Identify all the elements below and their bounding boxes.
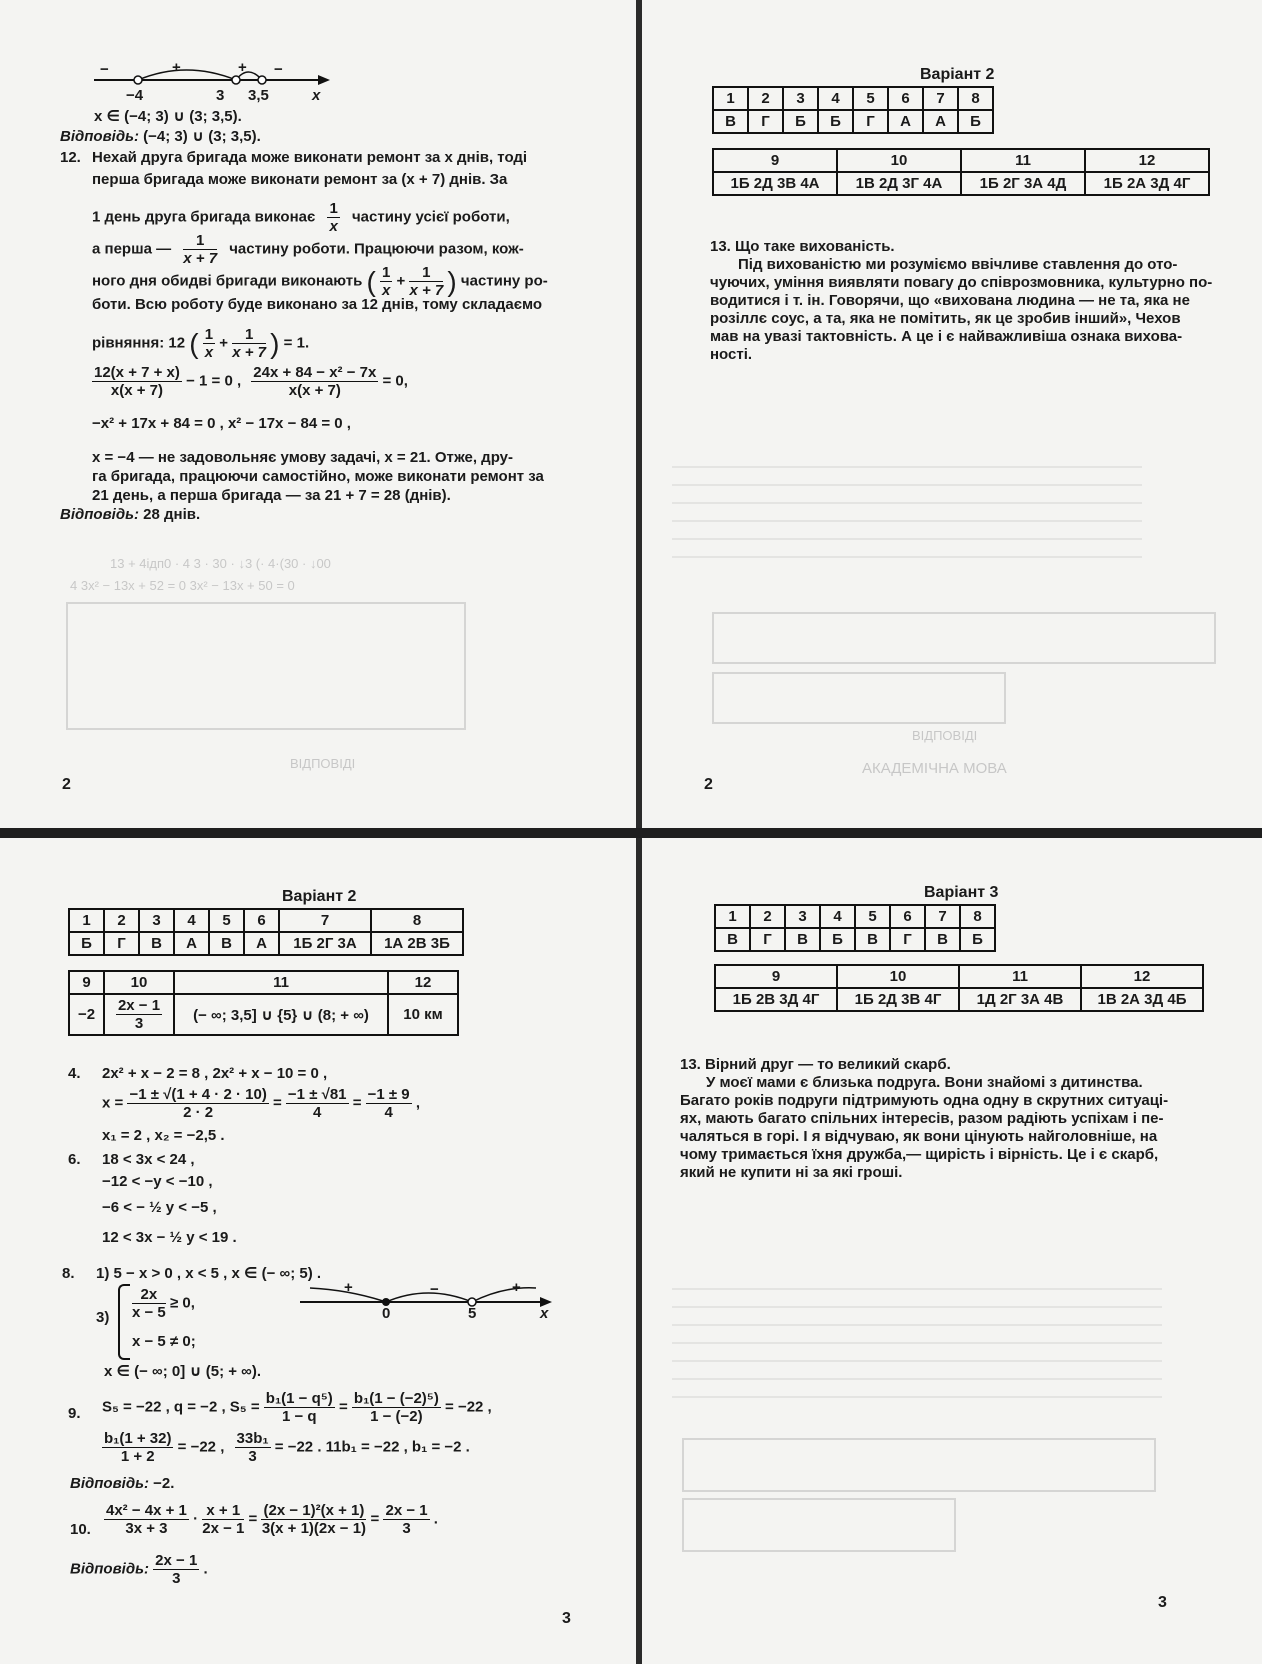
- answer-line-1: Відповідь: (−4; 3) ∪ (3; 3,5).: [60, 128, 261, 145]
- numline-axis-x: x: [312, 87, 321, 104]
- problem-12-result-3: 21 день, а перша бригада — за 21 + 7 = 28 (днів).: [92, 487, 451, 504]
- problem-6-line-3: −6 < − ½ y < −5 ,: [102, 1199, 217, 1216]
- table-row: 1Б 2Д 3В 4А 1В 2Д 3Г 4А 1Б 2Г 3А 4Д 1Б 2А 3Д 4Г: [713, 172, 1209, 195]
- essay-line-2: чуючих, уміння виявляти повагу до співрозмовника, культурно по-: [710, 274, 1213, 291]
- bleed-text-2: АКАДЕМІЧНА МОВА: [862, 760, 1007, 777]
- essay-line-1: У моєї мами є близька подруга. Вони знайомі з дитинства.: [706, 1074, 1143, 1091]
- table-row: В Г В Б В Г В Б: [715, 928, 995, 951]
- problem-10-number: 10.: [70, 1521, 91, 1538]
- numline-plus-1: +: [172, 59, 181, 76]
- question-13: 13. Вірний друг — то великий скарб.: [680, 1056, 951, 1073]
- numline-tick-3-5: 3,5: [248, 87, 269, 104]
- page-bottom-left: [0, 838, 636, 1664]
- table-row: 9 10 11 12: [713, 149, 1209, 172]
- page-number: 3: [562, 1610, 571, 1627]
- bleed-table-1: [682, 1438, 1156, 1492]
- numline-axis-x: x: [540, 1305, 549, 1322]
- problem-10-answer: Відповідь: $\frac{2x - 1}{3}$ .: [70, 1552, 208, 1587]
- variant-title: Варіант 3: [924, 884, 999, 901]
- solution-interval: x ∈ (−4; 3) ∪ (3; 3,5).: [94, 108, 242, 125]
- problem-12-line-4: а перша — $\frac{1}{x + 7}$ частину роботи. Працюючи разом, кож-: [92, 232, 524, 267]
- table-row: 9 10 11 12: [715, 965, 1203, 988]
- bleed-text-1: ВІДПОВІДІ: [912, 728, 978, 743]
- page-top-right: [642, 0, 1262, 828]
- essay-line-3: водитися і т. ін. Говорячи, що «вихована людина — не та, яка не: [710, 292, 1190, 309]
- problem-10-line-1: $\frac{\text{4x² − 4x + 1}}{3x + 3}$ · $\frac{x + 1}{2x - 1}$ = $\frac{\text{(2x − 1)²(x + 1)}}{3(x + 1)(2x - 1)}$ = $\frac{2x - 1}{3}$ .: [106, 1502, 438, 1537]
- problem-8-number: 8.: [62, 1265, 75, 1282]
- essay-line-4: розіллє соус, а та, яка не помітить, як це зробив інший», Чехов: [710, 310, 1181, 327]
- numline-plus-1: +: [344, 1279, 353, 1296]
- problem-6-line-2: −12 < −y < −10 ,: [102, 1173, 213, 1190]
- answer-table-1-8: [714, 904, 996, 952]
- numline-minus: −: [430, 1281, 439, 1298]
- system-line-2: x − 5 ≠ 0;: [132, 1333, 196, 1350]
- bleed-paragraph: [672, 466, 1142, 564]
- problem-12-line-6: боти. Всю роботу буде виконано за 12 днів, тому складаємо: [92, 296, 543, 313]
- essay-line-6: ності.: [710, 346, 753, 363]
- page-gutter-horizontal: [0, 828, 1262, 838]
- essay-line-6: який не купити ні за які гроші.: [680, 1164, 903, 1181]
- page-top-left: [0, 0, 636, 828]
- table-row: Б Г В А В А 1Б 2Г 3А 1А 2В 3Б: [69, 932, 463, 955]
- problem-6-line-1: 18 < 3x < 24 ,: [102, 1151, 195, 1168]
- bleed-table: [66, 602, 466, 730]
- problem-12-line-5: ного дня обидві бригади виконають ( $\frac{1}{x}$ + $\frac{1}{x + 7}$ ) частину ро-: [92, 264, 548, 299]
- numline-tick-3: 3: [216, 87, 225, 104]
- problem-4-roots-formula: x = $\frac{-1 \pm √(1 + 4 \cdot 2 \cdot 10)}{2 \cdot 2}$ = $\frac{-1 \pm √81}{4}$ = $\frac{-1 \pm 9}{4}$ ,: [102, 1086, 420, 1121]
- numline-tick-0: 0: [382, 1305, 391, 1322]
- problem-9-line-1: S₅ = −22 , q = −2 , S₅ = $\frac{\text{b₁(1 − q⁵)}}{1 - q}$ = $\frac{\text{b₁(1 − (−2)⁵)}}{1 - (-2)}$ = −22 ,: [102, 1390, 492, 1425]
- answer-table-1-8: [68, 908, 464, 956]
- question-13: 13. Що таке вихованість.: [710, 238, 895, 255]
- table-row: 1 2 3 4 5 6 7 8: [715, 905, 995, 928]
- problem-12-result-2: га бригада, працюючи самостійно, може виконати ремонт за: [92, 468, 544, 485]
- page-bottom-right: [642, 838, 1262, 1664]
- problem-12-line-3: 1 день друга бригада виконає $\frac{1}{x}$ частину усієї роботи,: [92, 200, 510, 235]
- numline-tick-minus4: −4: [126, 87, 144, 104]
- problem-6-line-4: 12 < 3x − ½ y < 19 .: [102, 1229, 237, 1246]
- answer-table-9-12: [68, 970, 459, 1036]
- problem-6-number: 6.: [68, 1151, 81, 1168]
- problem-4-line-1: 2x² + x − 2 = 8 , 2x² + x − 10 = 0 ,: [102, 1065, 328, 1082]
- table-row: 9 10 11 12: [69, 971, 458, 994]
- bleed-text-2: 4 3х² − 13х + 52 = 0 3х² − 13х + 50 = 0: [70, 578, 295, 593]
- answer-table-9-12: [712, 148, 1210, 196]
- answer-line-2: Відповідь: 28 днів.: [60, 506, 201, 523]
- problem-9-line-2: $\frac{\text{b₁(1 + 32)}}{1 + 2}$ = −22 , $\frac{\text{33b₁}}{3}$ = −22 . 11b₁ = −22 , b₁ = −2 .: [104, 1430, 470, 1465]
- numline-minus-1: −: [100, 61, 109, 78]
- problem-12-line-2: перша бригада може виконати ремонт за (x + 7) днів. За: [92, 171, 508, 188]
- bleed-table-2: [682, 1498, 956, 1552]
- problem-12-line-1: Нехай друга бригада може виконати ремонт за x днів, тоді: [92, 149, 528, 166]
- problem-4-roots: x₁ = 2 , x₂ = −2,5 .: [102, 1127, 225, 1144]
- problem-12-equation: рівняння: 12 ( $\frac{1}{x}$ + $\frac{1}{x + 7}$ ) = 1.: [92, 326, 310, 361]
- problem-12-transform: $\frac{12(x + 7 + x)}{x(x + 7)}$ − 1 = 0 , $\frac{\text{24x + 84 − x² − 7x}}{x(x + 7)}$ = 0,: [94, 364, 408, 399]
- bleed-table-2: [712, 672, 1006, 724]
- system-line-1: $\frac{2x}{x - 5}$ ≥ 0,: [132, 1286, 195, 1321]
- bleed-text-3: ВІДПОВІДІ: [290, 756, 356, 771]
- numline-plus-2: +: [238, 59, 247, 76]
- answer-table-9-12: [714, 964, 1204, 1012]
- variant-title: Варіант 2: [282, 888, 357, 905]
- page-number: 3: [1158, 1594, 1167, 1611]
- table-row: −2 $\frac{2x - 1}{3}$ (− ∞; 3,5] ∪ {5} ∪ (8; + ∞) 10 км: [69, 994, 458, 1035]
- problem-8-part-3: 3): [96, 1309, 110, 1326]
- problem-9-answer: Відповідь: −2.: [70, 1475, 175, 1492]
- essay-line-5: чому тримається їхня дружба,— щирість і вірність. Це і є скарб,: [680, 1146, 1159, 1163]
- answer-table-1-8: [712, 86, 994, 134]
- problem-8-line-1: 1) 5 − x > 0 , x < 5 , x ∈ (− ∞; 5) .: [96, 1265, 322, 1282]
- system-brace: [118, 1284, 130, 1360]
- table-row: 1 2 3 4 5 6 7 8: [69, 909, 463, 932]
- essay-line-4: чаляться в горі. І я відчуваю, як вони цінують найголовніше, на: [680, 1128, 1158, 1145]
- bleed-paragraph: [672, 1288, 1162, 1400]
- variant-title: Варіант 2: [920, 66, 995, 83]
- bleed-table-1: [712, 612, 1216, 664]
- essay-line-2: Багато років подруги підтримують одна одну в скрутних ситуаці-: [680, 1092, 1169, 1109]
- essay-line-1: Під вихованістю ми розуміємо ввічливе ставлення до ото-: [738, 256, 1178, 273]
- page-number: 2: [62, 776, 71, 793]
- problem-4-number: 4.: [68, 1065, 81, 1082]
- problem-12-quadratic: −x² + 17x + 84 = 0 , x² − 17x − 84 = 0 ,: [92, 415, 351, 432]
- table-row: 1 2 3 4 5 6 7 8: [713, 87, 993, 110]
- essay-line-5: мав на увазі тактовність. А це і є найважливіша ознака вихова-: [710, 328, 1183, 345]
- problem-8-result: x ∈ (− ∞; 0] ∪ (5; + ∞).: [104, 1363, 262, 1380]
- numline-minus-2: −: [274, 61, 283, 78]
- problem-12-result-1: x = −4 — не задовольняє умову задачі, x = 21. Отже, дру-: [92, 449, 514, 466]
- page-number: 2: [704, 776, 713, 793]
- numline-tick-5: 5: [468, 1305, 477, 1322]
- bleed-text-1: 13 + 4ідп0 · 4 3 · 30 · ↓3 (· 4·(30 · ↓00: [110, 556, 331, 571]
- table-row: 1Б 2В 3Д 4Г 1Б 2Д 3В 4Г 1Д 2Г 3А 4В 1В 2А 3Д 4Б: [715, 988, 1203, 1011]
- number-line-1: [86, 58, 336, 104]
- problem-12-number: 12.: [60, 149, 81, 166]
- essay-line-3: ях, мають багато спільних інтересів, разом радіють успіхам і пе-: [680, 1110, 1164, 1127]
- numline-plus-2: +: [512, 1279, 521, 1296]
- table-row: В Г Б Б Г А А Б: [713, 110, 993, 133]
- problem-9-number: 9.: [68, 1405, 81, 1422]
